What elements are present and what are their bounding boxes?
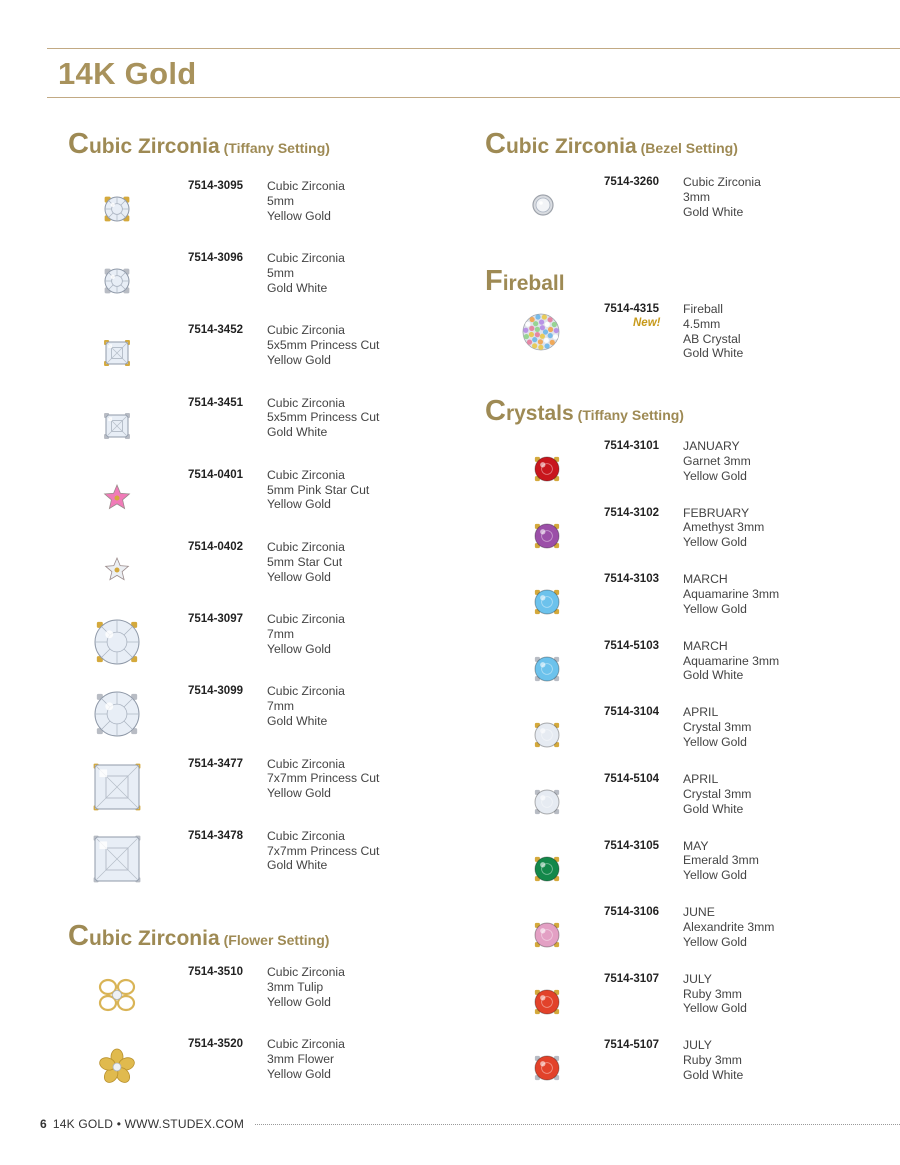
description-line: Crystal 3mm: [683, 786, 752, 801]
alexandrite-crystal-icon: [516, 904, 578, 966]
product-description: [683, 439, 751, 483]
section-cap: C: [68, 920, 89, 952]
description-line: Gold White: [683, 204, 744, 219]
product-item: [86, 322, 416, 382]
product-item: [516, 971, 846, 1031]
description-line: Gold White: [683, 668, 744, 683]
description-line: 5mm Star Cut: [267, 554, 343, 569]
section-title: rystals: [505, 402, 574, 425]
description-line: 7x7mm Princess Cut: [267, 843, 380, 858]
description-line: JULY: [683, 971, 712, 986]
description-line: Cubic Zirconia: [267, 540, 345, 554]
description-line: Crystal 3mm: [683, 720, 752, 735]
section-subtitle: (Bezel Setting): [640, 140, 738, 156]
amethyst-crystal-icon: [516, 505, 578, 567]
description-line: Emerald 3mm: [683, 853, 759, 868]
description-line: 3mm Flower: [267, 1051, 335, 1066]
cz-round-small-white-gold-icon: [86, 250, 148, 312]
description-line: AB Crystal: [683, 331, 741, 346]
cz-princess-large-white-gold-icon: [86, 828, 148, 890]
product-description: [683, 905, 774, 949]
product-description: [683, 302, 743, 361]
description-line: Cubic Zirconia: [267, 251, 345, 266]
product-description: [267, 829, 379, 873]
description-line: Yellow Gold: [267, 497, 331, 512]
page-footer: [40, 1117, 244, 1131]
product-sku: 7514-3102: [604, 506, 659, 519]
product-description: [267, 540, 345, 584]
section-cap: F: [485, 265, 503, 297]
product-item: [516, 571, 846, 631]
description-line: Yellow Gold: [683, 468, 747, 483]
description-line: 3mm: [683, 189, 711, 204]
section-cap: C: [485, 128, 506, 160]
description-line: JUNE: [683, 905, 715, 920]
top-rule: [47, 48, 900, 49]
product-sku: 7514-3107: [604, 972, 659, 985]
description-line: Cubic Zirconia: [267, 467, 345, 482]
description-line: Cubic Zirconia: [267, 828, 345, 843]
cz-round-large-white-gold-icon: [86, 683, 148, 745]
product-description: [267, 757, 379, 801]
product-description: [267, 179, 345, 223]
product-sku: 7514-3101: [604, 440, 659, 452]
product-item: [516, 505, 846, 565]
description-line: Garnet 3mm: [683, 453, 751, 468]
product-sku: 7514-3105: [604, 839, 659, 852]
description-line: Cubic Zirconia: [267, 684, 345, 699]
product-sku: 7514-3103: [604, 573, 659, 586]
description-line: MAY: [683, 838, 709, 853]
section-cz-bezel: [485, 128, 738, 161]
product-item: [516, 438, 846, 498]
tulip-filigree-icon: [86, 964, 148, 1026]
footer-dotted-rule: [255, 1124, 900, 1125]
product-sku: 7514-3097: [188, 613, 243, 626]
product-sku: 7514-3095: [188, 180, 243, 192]
product-sku: 7514-4315: [604, 303, 659, 315]
product-item: [86, 683, 416, 743]
product-item: [86, 250, 416, 310]
product-item: [516, 638, 846, 698]
product-description: [683, 572, 779, 616]
product-description: [267, 323, 379, 367]
description-line: Yellow Gold: [267, 994, 331, 1009]
product-item: [86, 1036, 416, 1096]
description-line: Gold White: [267, 858, 328, 873]
description-line: Gold White: [683, 346, 744, 361]
product-description: [683, 705, 751, 749]
product-description: [683, 639, 779, 683]
product-item: [512, 174, 842, 234]
description-line: Fireball: [683, 302, 723, 316]
product-description: [267, 965, 345, 1009]
description-line: Gold White: [267, 713, 328, 728]
description-line: JANUARY: [683, 439, 740, 453]
product-description: [267, 684, 345, 728]
cz-round-large-yellow-gold-icon: [86, 611, 148, 673]
product-item: [86, 964, 416, 1024]
clear-crystal-icon: [516, 771, 578, 833]
product-description: [683, 839, 759, 883]
description-line: Yellow Gold: [267, 1066, 331, 1081]
description-line: 7mm: [267, 626, 295, 641]
description-line: FEBRUARY: [683, 505, 750, 520]
description-line: Cubic Zirconia: [267, 1037, 345, 1051]
aquamarine-crystal-icon: [516, 571, 578, 633]
description-line: Gold White: [683, 801, 744, 816]
pink-star-icon: [86, 467, 148, 529]
description-line: Yellow Gold: [683, 934, 747, 949]
description-line: Yellow Gold: [267, 352, 331, 367]
product-description: [683, 972, 747, 1016]
description-line: JULY: [683, 1038, 712, 1053]
description-line: 3mm Tulip: [267, 979, 324, 994]
ruby-crystal-icon: [516, 1037, 578, 1099]
bezel-stud-icon: [512, 174, 574, 236]
description-line: Yellow Gold: [267, 641, 331, 656]
page-number: 6: [40, 1117, 47, 1131]
description-line: Yellow Gold: [683, 535, 747, 550]
product-description: [683, 175, 761, 219]
description-line: Gold White: [267, 425, 328, 440]
product-sku: 7514-3520: [188, 1038, 243, 1050]
product-description: [267, 1037, 345, 1081]
clear-star-icon: [86, 539, 148, 601]
description-line: MARCH: [683, 572, 728, 587]
fireball-icon: [510, 301, 572, 363]
product-description: [267, 251, 345, 295]
description-line: Aquamarine 3mm: [683, 586, 780, 601]
section-cap: C: [68, 128, 89, 160]
description-line: 7x7mm Princess Cut: [267, 771, 380, 786]
description-line: Ruby 3mm: [683, 1053, 742, 1068]
product-sku: 7514-0402: [188, 541, 243, 553]
footer-text: 14K GOLD • WWW.STUDEX.COM: [52, 1117, 245, 1131]
product-sku: 7514-3510: [188, 966, 243, 978]
description-line: Cubic Zirconia: [267, 395, 345, 410]
product-item: [516, 904, 846, 964]
product-sku: 7514-3099: [188, 685, 243, 698]
description-line: Amethyst 3mm: [683, 520, 765, 535]
ruby-crystal-icon: [516, 971, 578, 1033]
garnet-crystal-icon: [516, 438, 578, 500]
emerald-crystal-icon: [516, 838, 578, 900]
product-sku: 7514-3452: [188, 324, 243, 337]
description-line: Yellow Gold: [683, 1001, 747, 1016]
section-subtitle: (Flower Setting): [223, 932, 330, 948]
product-description: [267, 396, 379, 440]
cz-princess-small-yellow-gold-icon: [86, 322, 148, 384]
product-sku: 7514-3478: [188, 829, 243, 842]
description-line: 5x5mm Princess Cut: [267, 410, 380, 425]
cz-round-small-yellow-gold-icon: [86, 178, 148, 240]
cz-princess-large-yellow-gold-icon: [86, 756, 148, 818]
gold-flower-icon: [86, 1036, 148, 1098]
product-item: [86, 539, 416, 599]
product-item: [86, 828, 416, 888]
section-title: ubic Zirconia: [88, 927, 220, 950]
product-description: [267, 468, 369, 512]
description-line: Gold White: [683, 1067, 744, 1082]
section-crystals: [485, 395, 684, 428]
product-sku: 7514-5107: [604, 1039, 659, 1052]
description-line: Cubic Zirconia: [267, 756, 345, 771]
section-subtitle: (Tiffany Setting): [577, 407, 684, 423]
product-description: [683, 506, 764, 550]
clear-crystal-icon: [516, 704, 578, 766]
product-sku: 7514-3260: [604, 176, 659, 188]
description-line: 5x5mm Princess Cut: [267, 338, 380, 353]
description-line: 7mm: [267, 699, 295, 714]
description-line: Yellow Gold: [683, 868, 747, 883]
section-cap: C: [485, 395, 506, 427]
description-line: APRIL: [683, 705, 719, 720]
product-item: [516, 771, 846, 831]
aquamarine-crystal-icon: [516, 638, 578, 700]
product-description: [267, 612, 345, 656]
cz-princess-small-white-gold-icon: [86, 395, 148, 457]
new-badge: New!: [633, 317, 661, 329]
title-rule: [47, 97, 900, 98]
description-line: Cubic Zirconia: [267, 965, 345, 979]
product-sku: 7514-5104: [604, 773, 659, 785]
product-sku: 7514-3106: [604, 906, 659, 919]
description-line: MARCH: [683, 638, 728, 653]
description-line: Alexandrite 3mm: [683, 919, 775, 934]
section-title: ubic Zirconia: [88, 135, 220, 158]
description-line: APRIL: [683, 772, 719, 786]
description-line: Yellow Gold: [267, 569, 331, 584]
description-line: Yellow Gold: [267, 208, 331, 223]
description-line: Cubic Zirconia: [267, 612, 345, 627]
description-line: 5mm Pink Star Cut: [267, 482, 370, 497]
product-item: [86, 611, 416, 671]
section-title: ubic Zirconia: [505, 135, 637, 158]
section-fireball: [485, 265, 565, 298]
description-line: 4.5mm: [683, 316, 721, 331]
section-cz-flower: [68, 920, 329, 953]
product-sku: 7514-3096: [188, 252, 243, 265]
description-line: 5mm: [267, 265, 295, 280]
description-line: Yellow Gold: [683, 601, 747, 616]
product-sku: 7514-3104: [604, 706, 659, 719]
product-item: [86, 467, 416, 527]
description-line: Cubic Zirconia: [267, 179, 345, 193]
description-line: Yellow Gold: [683, 734, 747, 749]
product-description: [683, 772, 751, 816]
description-line: Ruby 3mm: [683, 986, 742, 1001]
product-sku: 7514-3451: [188, 396, 243, 409]
product-item: [86, 756, 416, 816]
section-cz-tiffany: [68, 128, 330, 161]
product-item: [510, 301, 840, 361]
description-line: Gold White: [267, 280, 328, 295]
product-item: [516, 838, 846, 898]
product-sku: 7514-5103: [604, 639, 659, 652]
product-description: [683, 1038, 743, 1082]
product-sku: 7514-3477: [188, 757, 243, 770]
product-item: [516, 1037, 846, 1097]
page-title: 14K Gold: [58, 56, 197, 91]
product-item: [86, 178, 416, 238]
section-subtitle: (Tiffany Setting): [223, 140, 330, 156]
description-line: Cubic Zirconia: [683, 175, 761, 189]
section-title: ireball: [502, 272, 565, 295]
description-line: Cubic Zirconia: [267, 323, 345, 338]
product-item: [516, 704, 846, 764]
description-line: 5mm: [267, 193, 295, 208]
description-line: Aquamarine 3mm: [683, 653, 780, 668]
product-sku: 7514-0401: [188, 468, 243, 481]
description-line: Yellow Gold: [267, 786, 331, 801]
product-item: [86, 395, 416, 455]
